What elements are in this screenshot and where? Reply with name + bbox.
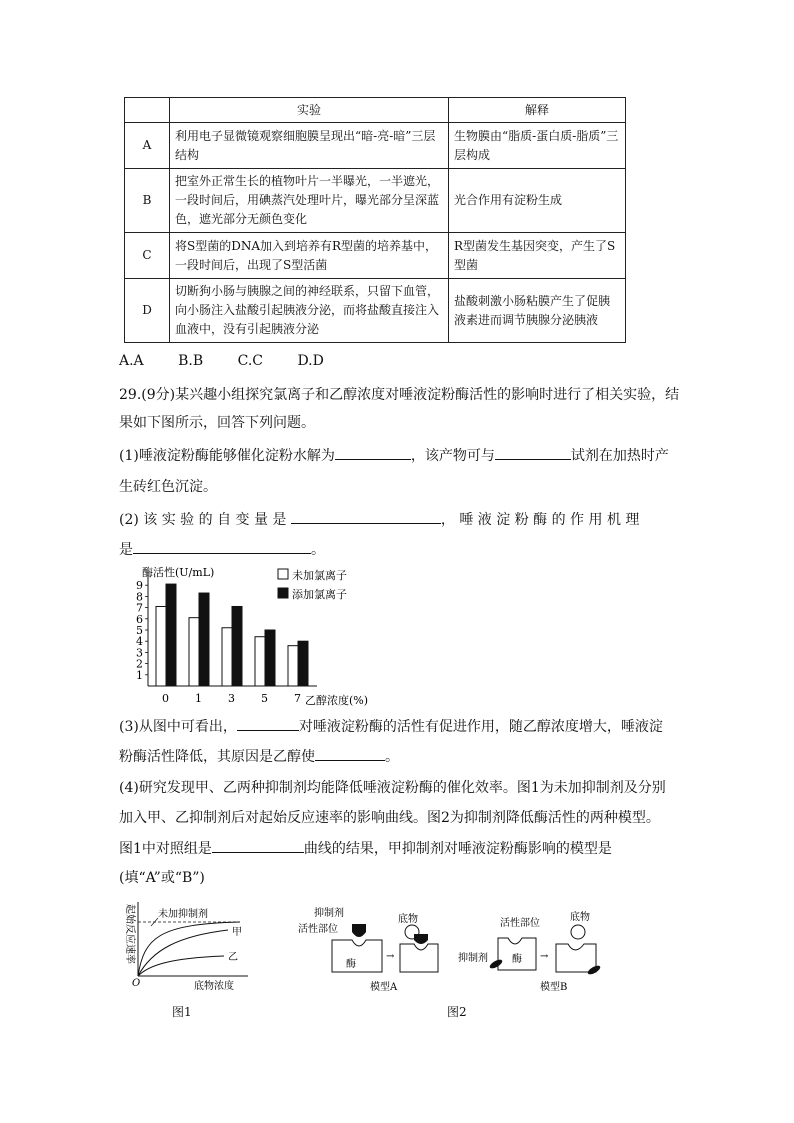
answer-blank[interactable] — [335, 445, 411, 460]
model-b-name: 模型B — [540, 982, 568, 993]
q29-part4-line3 — [119, 838, 612, 859]
q2-text: 。 — [311, 542, 325, 558]
figure-2-inhibitor-models — [294, 906, 624, 994]
q29-part4-line4: (填“A”或“B”) — [119, 870, 205, 886]
q4-text: 曲线的结果，甲抑制剂对唾液淀粉酶影响的模型是 — [303, 841, 612, 857]
table-header-cell: 实验 — [170, 98, 449, 123]
row-label: D — [125, 279, 170, 343]
chart-x-label: 乙醇浓度(%) — [305, 694, 369, 707]
answer-blank[interactable] — [315, 746, 385, 761]
fig1-curve-label-yi: 乙 — [228, 952, 238, 963]
explanation-cell: 盐酸刺激小肠粘膜产生了促胰液素进而调节胰腺分泌胰液 — [449, 279, 626, 343]
fig1-x-label: 底物浓度 — [194, 981, 234, 992]
choice-b[interactable]: B.B — [178, 353, 204, 369]
row-label: C — [125, 233, 170, 279]
q29-part3-line1 — [119, 716, 663, 737]
chart-y-tick-label: 7 — [136, 601, 143, 615]
model-a-inhibitor-shape — [352, 924, 366, 937]
model-b-enzyme-label: 酶 — [512, 954, 522, 965]
q4-text: 图1中对照组是 — [119, 841, 212, 857]
chart-bar — [189, 618, 199, 686]
answer-blank[interactable] — [291, 509, 441, 524]
chart-x-tick-label: 3 — [228, 692, 235, 705]
table-row — [125, 233, 626, 279]
table-header-row — [125, 98, 626, 123]
table-row — [125, 169, 626, 233]
table-row — [125, 123, 626, 169]
experiment-table — [124, 97, 626, 343]
model-a-name: 模型A — [370, 982, 398, 993]
chart-y-tick-label: 8 — [136, 590, 143, 604]
model-b-inhibitor-label: 抑制剂 — [458, 953, 488, 964]
choice-d[interactable]: D.D — [297, 353, 324, 369]
model-a-enzyme-left — [332, 940, 382, 972]
explanation-cell: 生物膜由“脂质-蛋白质-脂质”三层构成 — [449, 123, 626, 169]
table-row — [125, 279, 626, 343]
legend-swatch — [278, 588, 288, 598]
enzyme-activity-bar-chart — [120, 562, 370, 714]
table-header-cell: 解释 — [449, 98, 626, 123]
chart-bar — [232, 606, 242, 686]
fig1-curve-label-jia: 甲 — [232, 927, 242, 938]
answer-blank[interactable] — [495, 445, 571, 460]
q2-text: (2) 该 实 验 的 自 变 量 是 — [119, 512, 287, 528]
legend-label: 未加氯离子 — [292, 569, 347, 582]
model-a-bound-inhibitor — [414, 934, 428, 944]
chart-bar — [166, 584, 176, 686]
model-b-site-label: 活性部位 — [500, 918, 540, 929]
fig1-origin: O — [132, 978, 141, 989]
choice-a[interactable]: A.A — [119, 353, 144, 369]
model-a-diagram — [298, 906, 438, 993]
q2-text: ， 唾 液 淀 粉 酶 的 作 用 机 理 — [440, 512, 640, 528]
chart-bar — [265, 630, 275, 686]
q1-text: (1)唾液淀粉酶能够催化淀粉水解为 — [119, 448, 335, 464]
model-a-arrow: → — [386, 951, 395, 962]
chart-bar — [255, 637, 265, 686]
chart-y-tick-label: 2 — [136, 657, 143, 671]
experiment-cell: 将S型菌的DNA加入到培养有R型菌的培养基中，一段时间后，出现了S型活菌 — [170, 233, 449, 279]
row-label: B — [125, 169, 170, 233]
legend-label: 添加氯离子 — [292, 588, 347, 601]
q3-text: 对唾液淀粉酶的活性有促进作用，随乙醇浓度增大，唾液淀 — [298, 719, 663, 735]
answer-choices — [119, 351, 354, 371]
q29-part1-line2: 生砖红色沉淀。 — [119, 479, 217, 495]
answer-blank[interactable] — [212, 838, 304, 853]
chart-bar — [288, 646, 298, 686]
q1-text: ，该产物可与 — [410, 448, 495, 464]
q29-part4-line2: 加入甲、乙抑制剂后对起始反应速率的影响曲线。图2为抑制剂降低酶活性的两种模型。 — [119, 810, 660, 826]
model-a-substrate-label: 底物 — [398, 914, 418, 925]
q3-text: 。 — [385, 749, 399, 765]
q3-text: (3)从图中可看出， — [119, 719, 237, 735]
chart-y-tick-label: 9 — [136, 579, 143, 593]
chart-bar — [222, 628, 232, 686]
experiment-cell: 把室外正常生长的植物叶片一半曝光，一半遮光，一段时间后，用碘蒸汽处理叶片，曝光部分呈深蓝色，遮光部分无颜色变化 — [170, 169, 449, 233]
q29-part1-line1 — [119, 445, 669, 466]
fig1-y-label: 起始反应速率 — [124, 904, 135, 964]
q29-intro-line2: 果如下图所示，回答下列问题。 — [119, 415, 315, 431]
table-header-cell — [125, 98, 170, 123]
chart-x-tick-label: 5 — [261, 692, 268, 705]
row-label: A — [125, 123, 170, 169]
chart-y-tick-label: 3 — [136, 646, 143, 660]
figure-2-caption: 图2 — [447, 1005, 467, 1019]
chart-x-tick-label: 0 — [162, 692, 169, 705]
q3-text: 粉酶活性降低，其原因是乙醇使 — [119, 749, 315, 765]
model-a-enzyme-label: 酶 — [346, 959, 356, 970]
legend-swatch — [278, 569, 288, 579]
model-a-site-label: 活性部位 — [298, 924, 338, 935]
q2-text: 是 — [119, 542, 133, 558]
experiment-cell: 切断狗小肠与胰腺之间的神经联系，只留下血管，向小肠注入盐酸引起胰液分泌，而将盐酸直接注入血液中，没有引起胰液分泌 — [170, 279, 449, 343]
chart-bar — [298, 641, 308, 686]
answer-blank[interactable] — [133, 539, 311, 554]
model-b-diagram — [458, 910, 602, 993]
chart-x-tick-label: 1 — [195, 692, 202, 705]
chart-bar — [199, 593, 209, 686]
chart-bar — [156, 606, 166, 686]
chart-y-tick-label: 6 — [136, 612, 143, 626]
model-b-substrate-shape — [571, 925, 585, 939]
model-b-arrow: → — [540, 951, 549, 962]
fig1-curve-jia — [138, 930, 228, 976]
q29-part4-line1: (4)研究发现甲、乙两种抑制剂均能降低唾液淀粉酶的催化效率。图1为未加抑制剂及分别 — [119, 780, 666, 796]
model-a-enzyme-right — [400, 944, 438, 972]
q29-part3-line2 — [119, 746, 399, 767]
fig1-label-pointer — [151, 918, 158, 926]
figure-1-rate-curves — [118, 898, 258, 993]
model-a-inhibitor-label: 抑制剂 — [314, 908, 344, 919]
choice-c[interactable]: C.C — [237, 353, 263, 369]
fig1-curve-label-control: 未加抑制剂 — [158, 909, 208, 920]
explanation-cell: R型菌发生基因突变，产生了S型菌 — [449, 233, 626, 279]
chart-y-tick-label: 5 — [136, 624, 143, 637]
figure-1-caption: 图1 — [172, 1005, 192, 1019]
q1-text: 试剂在加热时产 — [570, 448, 669, 464]
chart-y-tick-label: 4 — [136, 635, 143, 649]
chart-y-label: 酶活性(U/mL) — [142, 566, 215, 579]
q29-part2-line2 — [119, 539, 325, 560]
model-b-substrate-label: 底物 — [570, 912, 590, 923]
explanation-cell: 光合作用有淀粉生成 — [449, 169, 626, 233]
answer-blank[interactable] — [237, 716, 299, 731]
q29-part2-line1 — [119, 509, 639, 530]
q29-intro-line1: 29.(9分)某兴趣小组探究氯离子和乙醇浓度对唾液淀粉酶活性的影响时进行了相关实验，结 — [119, 387, 680, 403]
model-b-enzyme-right — [556, 944, 596, 972]
chart-y-tick-label: 1 — [136, 668, 143, 682]
chart-x-tick-label: 7 — [294, 692, 301, 705]
experiment-cell: 利用电子显微镜观察细胞膜呈现出“暗-亮-暗”三层结构 — [170, 123, 449, 169]
